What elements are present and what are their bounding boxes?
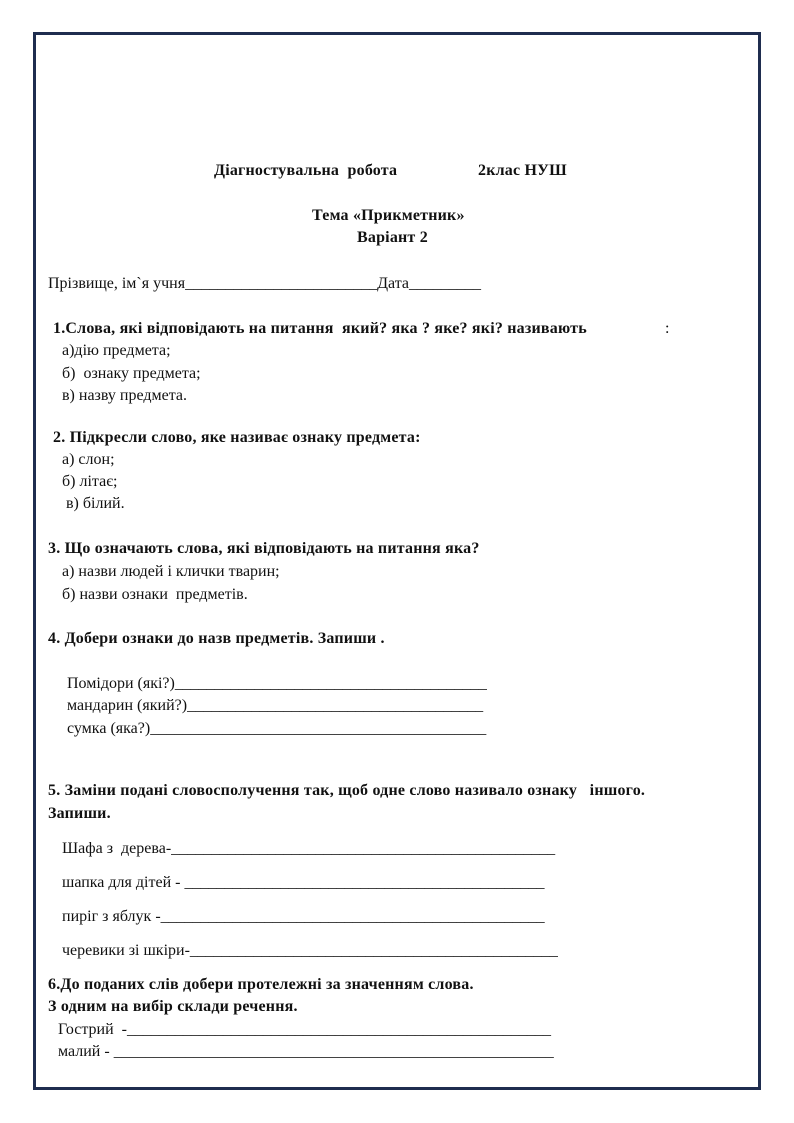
topic-heading: Тема «Прикметник» — [312, 207, 465, 224]
question-5-line-1: Шафа з дерева-________________________________________________ — [62, 840, 556, 857]
question-4-line-3: сумка (яка?)__________________________________________ — [67, 720, 487, 737]
question-1-option-a: а)дію предмета; — [62, 342, 171, 359]
question-5-line-3: пиріг з яблук -________________________________________________ — [62, 908, 545, 925]
question-1-colon: : — [665, 320, 670, 337]
question-6-continued: З одним на вибір склади речення. — [48, 998, 298, 1015]
grade-label: 2клас НУШ — [478, 162, 567, 179]
variant-heading: Варіант 2 — [357, 229, 428, 246]
question-1-option-b: б) ознаку предмета; — [62, 365, 201, 382]
question-6-line-1: Гострий -_____________________________________________________ — [58, 1021, 551, 1038]
question-4-line-1: Помідори (які?)_______________________________________ — [67, 675, 487, 692]
question-2: 2. Підкресли слово, яке називає ознаку предмета: — [53, 429, 421, 446]
question-4: 4. Добери ознаки до назв предметів. Запиши . — [48, 630, 385, 647]
student-name-date-line: Прізвище, ім`я учня________________________Дата_________ — [48, 275, 481, 292]
question-2-option-c: в) білий. — [66, 495, 125, 512]
question-2-option-a: а) слон; — [62, 451, 115, 468]
question-3-option-b: б) назви ознаки предметів. — [62, 586, 248, 603]
question-4-line-2: мандарин (який?)_____________________________________ — [67, 697, 484, 714]
question-3-option-a: а) назви людей і клички тварин; — [62, 563, 280, 580]
question-2-option-b: б) літає; — [62, 473, 118, 490]
question-3: 3. Що означають слова, які відповідають на питання яка? — [48, 540, 480, 557]
question-5-line-4: черевики зі шкіри-______________________________________________ — [62, 942, 558, 959]
question-5-line-2: шапка для дітей - _____________________________________________ — [62, 874, 545, 891]
question-1-option-c: в) назву предмета. — [62, 387, 187, 404]
question-6-line-2: малий - _______________________________________________________ — [58, 1043, 554, 1060]
page-border — [33, 32, 761, 1090]
question-5-continued: Запиши. — [48, 805, 111, 822]
question-1: 1.Слова, які відповідають на питання який? яка ? яке? які? називають — [53, 320, 587, 337]
question-6: 6.До поданих слів добери протележні за значенням слова. — [48, 976, 474, 993]
question-5: 5. Заміни подані словосполучення так, щоб одне слово називало ознаку іншого. — [48, 782, 646, 799]
worksheet-title: Діагностувальна робота — [214, 162, 398, 179]
